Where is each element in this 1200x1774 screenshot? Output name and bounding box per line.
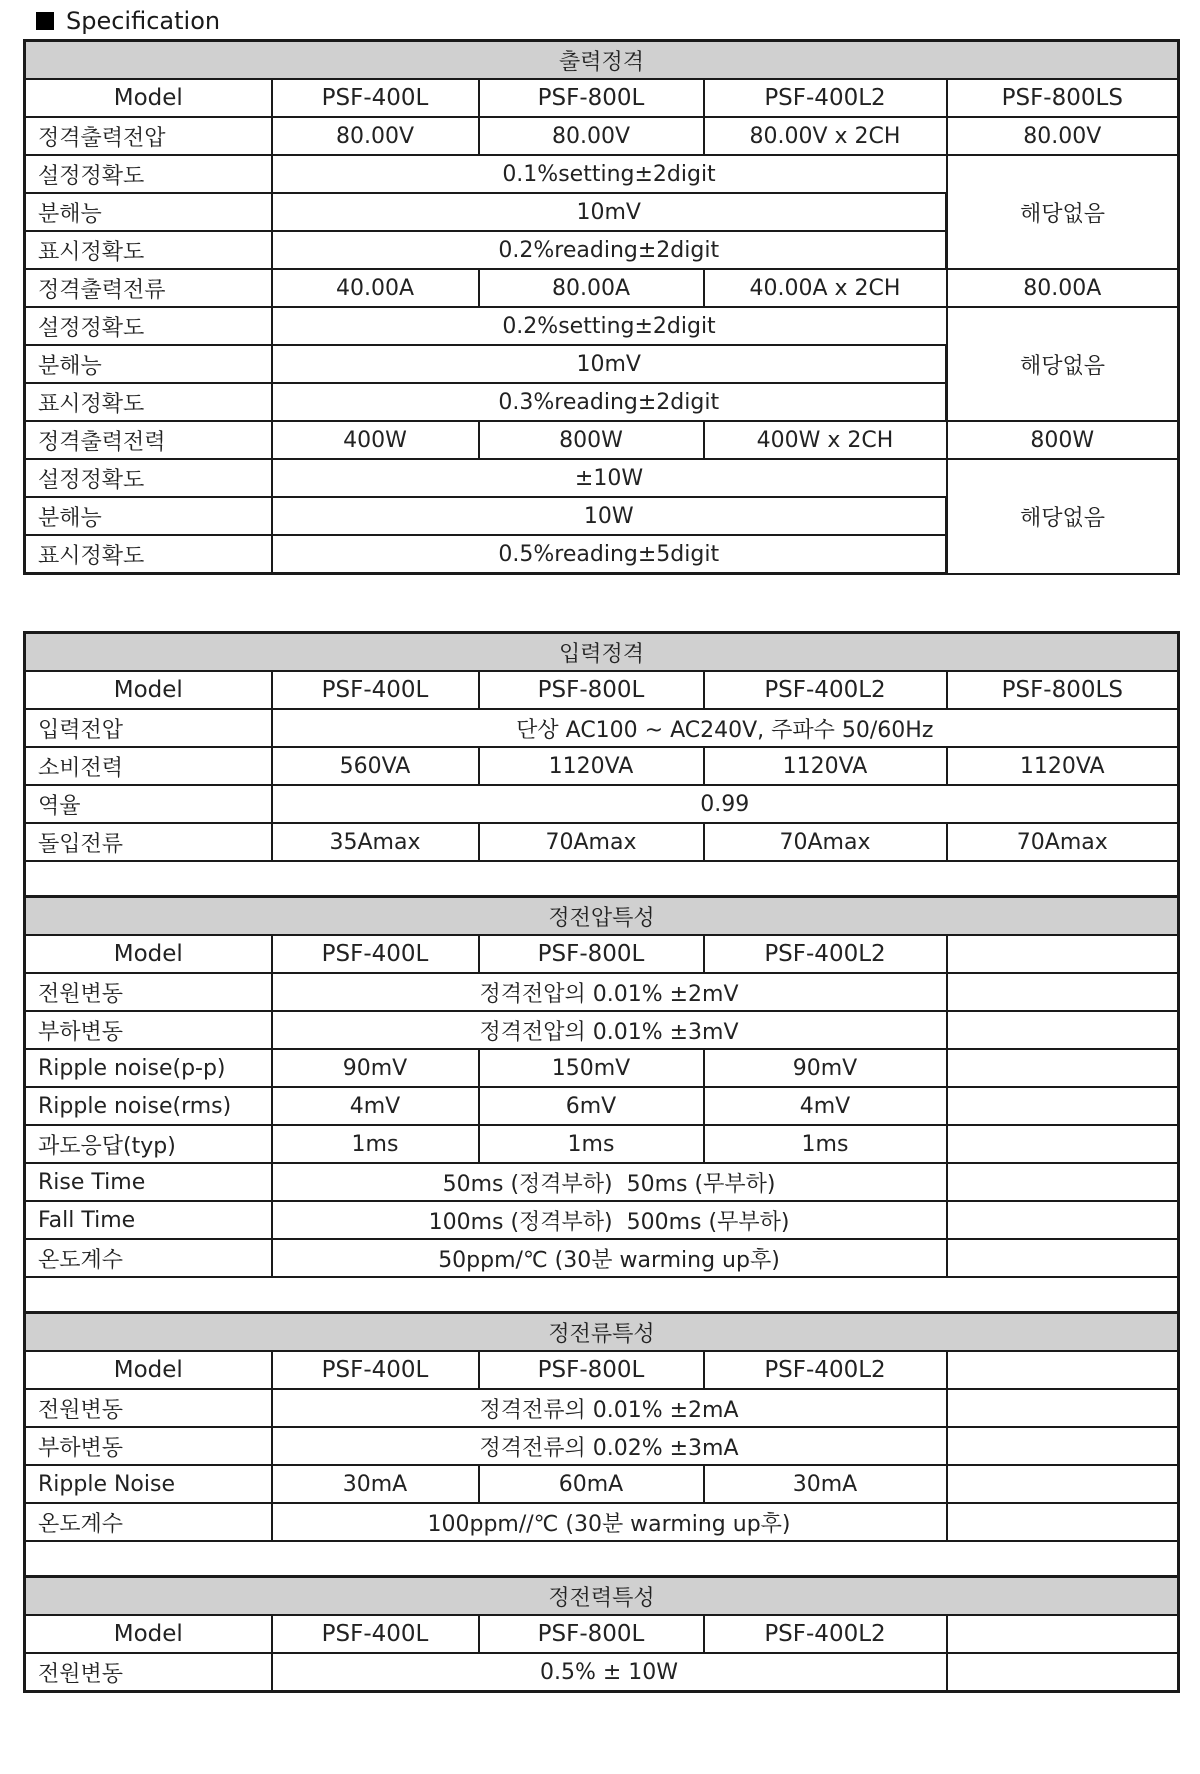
cell-value: 6mV xyxy=(479,1087,704,1125)
input-title: 입력정격 xyxy=(25,633,1179,672)
model-name: PSF-800L xyxy=(479,935,704,973)
cell-value: 90mV xyxy=(272,1049,479,1087)
row-label: 설정정확도 xyxy=(25,459,272,497)
cell-value: 0.1%setting±2digit xyxy=(272,155,947,193)
row-label: 정격출력전력 xyxy=(25,421,272,459)
cell-value: 0.5% ± 10W xyxy=(272,1653,947,1692)
empty-cell xyxy=(947,1125,1179,1163)
row-label: 전원변동 xyxy=(25,973,272,1011)
row-label: 과도응답(typ) xyxy=(25,1125,272,1163)
model-header: Model xyxy=(25,1615,272,1653)
model-name: PSF-400L xyxy=(272,79,479,117)
cell-value: 90mV xyxy=(704,1049,947,1087)
row-label: 전원변동 xyxy=(25,1389,272,1427)
cell-value: 800W xyxy=(479,421,704,459)
cell-value: 10mV xyxy=(272,345,947,383)
model-name: PSF-800L xyxy=(479,79,704,117)
empty-cell xyxy=(947,935,1179,973)
model-header: Model xyxy=(25,935,272,973)
cell-value: 70Amax xyxy=(479,823,704,861)
row-label: Rise Time xyxy=(25,1163,272,1201)
row-label: 정격출력전압 xyxy=(25,117,272,155)
output-rating-table xyxy=(23,39,1180,575)
model-name: PSF-400L xyxy=(272,1615,479,1653)
empty-cell xyxy=(947,1163,1179,1201)
cell-value: 4mV xyxy=(272,1087,479,1125)
row-label: 분해능 xyxy=(25,497,272,535)
output-title: 출력정격 xyxy=(25,41,1179,80)
square-bullet-icon xyxy=(36,12,54,30)
cell-value: 80.00V xyxy=(479,117,704,155)
row-label: 온도계수 xyxy=(25,1503,272,1541)
model-header: Model xyxy=(25,671,272,709)
characteristics-table xyxy=(23,631,1180,1693)
model-name: PSF-800LS xyxy=(947,671,1179,709)
cell-value: 0.2%reading±2digit xyxy=(272,231,947,269)
not-applicable-cell: 해당없음 xyxy=(947,307,1179,421)
cell-value: 150mV xyxy=(479,1049,704,1087)
cell-value: 400W x 2CH xyxy=(704,421,947,459)
cell-value: 35Amax xyxy=(272,823,479,861)
row-label: 설정정확도 xyxy=(25,155,272,193)
cell-value: 1120VA xyxy=(704,747,947,785)
cell-value: 정격전류의 0.01% ±2mA xyxy=(272,1389,947,1427)
cell-value: 80.00V x 2CH xyxy=(704,117,947,155)
cell-value: 80.00A xyxy=(947,269,1179,307)
empty-cell xyxy=(947,1465,1179,1503)
spacer-row xyxy=(25,1541,1179,1577)
model-name: PSF-800LS xyxy=(947,79,1179,117)
row-label: Ripple noise(rms) xyxy=(25,1087,272,1125)
empty-cell xyxy=(947,1389,1179,1427)
row-label: 부하변동 xyxy=(25,1427,272,1465)
spacer-row xyxy=(25,861,1179,897)
cell-value: 1ms xyxy=(479,1125,704,1163)
row-label: 설정정확도 xyxy=(25,307,272,345)
model-name: PSF-400L xyxy=(272,935,479,973)
cell-value: 단상 AC100 ~ AC240V, 주파수 50/60Hz xyxy=(272,709,1179,747)
cell-value: 정격전압의 0.01% ±3mV xyxy=(272,1011,947,1049)
cell-value: 80.00A xyxy=(479,269,704,307)
empty-cell xyxy=(947,1049,1179,1087)
cell-value: 1120VA xyxy=(947,747,1179,785)
cell-value: 50ppm/℃ (30분 warming up후) xyxy=(272,1239,947,1277)
row-label: 분해능 xyxy=(25,193,272,231)
model-name: PSF-400L xyxy=(272,1351,479,1389)
empty-cell xyxy=(947,1653,1179,1692)
row-label: 돌입전류 xyxy=(25,823,272,861)
empty-cell xyxy=(947,1011,1179,1049)
cell-value: 800W xyxy=(947,421,1179,459)
empty-cell xyxy=(947,1351,1179,1389)
row-label: Ripple noise(p-p) xyxy=(25,1049,272,1087)
not-applicable-cell: 해당없음 xyxy=(947,155,1179,269)
empty-cell xyxy=(947,1427,1179,1465)
cell-value: 10W xyxy=(272,497,947,535)
model-name: PSF-400L xyxy=(272,671,479,709)
row-label: 온도계수 xyxy=(25,1239,272,1277)
model-name: PSF-800L xyxy=(479,1615,704,1653)
cell-value: ±10W xyxy=(272,459,947,497)
model-name: PSF-400L2 xyxy=(704,79,947,117)
cell-value: 정격전류의 0.02% ±3mA xyxy=(272,1427,947,1465)
cell-value: 40.00A x 2CH xyxy=(704,269,947,307)
cell-value: 560VA xyxy=(272,747,479,785)
cell-value: 400W xyxy=(272,421,479,459)
cell-value: 30mA xyxy=(272,1465,479,1503)
cell-value: 80.00V xyxy=(272,117,479,155)
cell-value: 0.3%reading±2digit xyxy=(272,383,947,421)
cell-value: 0.99 xyxy=(272,785,1179,823)
cell-value: 40.00A xyxy=(272,269,479,307)
cell-value: 4mV xyxy=(704,1087,947,1125)
row-label: Ripple Noise xyxy=(25,1465,272,1503)
cell-value: 60mA xyxy=(479,1465,704,1503)
cell-value: 정격전압의 0.01% ±2mV xyxy=(272,973,947,1011)
not-applicable-cell: 해당없음 xyxy=(947,459,1179,574)
empty-cell xyxy=(947,1201,1179,1239)
row-label: Fall Time xyxy=(25,1201,272,1239)
cell-value: 0.5%reading±5digit xyxy=(272,535,947,574)
model-name: PSF-400L2 xyxy=(704,1615,947,1653)
model-header: Model xyxy=(25,79,272,117)
row-label: 역율 xyxy=(25,785,272,823)
model-name: PSF-400L2 xyxy=(704,1351,947,1389)
empty-cell xyxy=(947,1615,1179,1653)
cell-value: 70Amax xyxy=(704,823,947,861)
row-label: 정격출력전류 xyxy=(25,269,272,307)
empty-cell xyxy=(947,1503,1179,1541)
spacer-row xyxy=(25,1277,1179,1313)
row-label: 전원변동 xyxy=(25,1653,272,1692)
cell-value: 1ms xyxy=(272,1125,479,1163)
model-name: PSF-800L xyxy=(479,1351,704,1389)
row-label: 부하변동 xyxy=(25,1011,272,1049)
row-label: 표시정확도 xyxy=(25,535,272,574)
model-name: PSF-800L xyxy=(479,671,704,709)
empty-cell xyxy=(947,1087,1179,1125)
heading-text: Specification xyxy=(66,7,221,35)
row-label: 표시정확도 xyxy=(25,383,272,421)
cv-title: 정전압특성 xyxy=(25,897,1179,936)
cell-value: 100ppm//℃ (30분 warming up후) xyxy=(272,1503,947,1541)
cell-value: 80.00V xyxy=(947,117,1179,155)
model-name: PSF-400L2 xyxy=(704,671,947,709)
cp-title: 정전력특성 xyxy=(25,1577,1179,1616)
cell-value: 10mV xyxy=(272,193,947,231)
empty-cell xyxy=(947,1239,1179,1277)
cell-value: 100ms (정격부하) 500ms (무부하) xyxy=(272,1201,947,1239)
cc-title: 정전류특성 xyxy=(25,1313,1179,1352)
cell-value: 70Amax xyxy=(947,823,1179,861)
row-label: 표시정확도 xyxy=(25,231,272,269)
model-name: PSF-400L2 xyxy=(704,935,947,973)
spec-heading xyxy=(36,6,220,36)
cell-value: 0.2%setting±2digit xyxy=(272,307,947,345)
row-label: 분해능 xyxy=(25,345,272,383)
row-label: 입력전압 xyxy=(25,709,272,747)
cell-value: 30mA xyxy=(704,1465,947,1503)
model-header: Model xyxy=(25,1351,272,1389)
empty-cell xyxy=(947,973,1179,1011)
cell-value: 50ms (정격부하) 50ms (무부하) xyxy=(272,1163,947,1201)
cell-value: 1120VA xyxy=(479,747,704,785)
cell-value: 1ms xyxy=(704,1125,947,1163)
row-label: 소비전력 xyxy=(25,747,272,785)
